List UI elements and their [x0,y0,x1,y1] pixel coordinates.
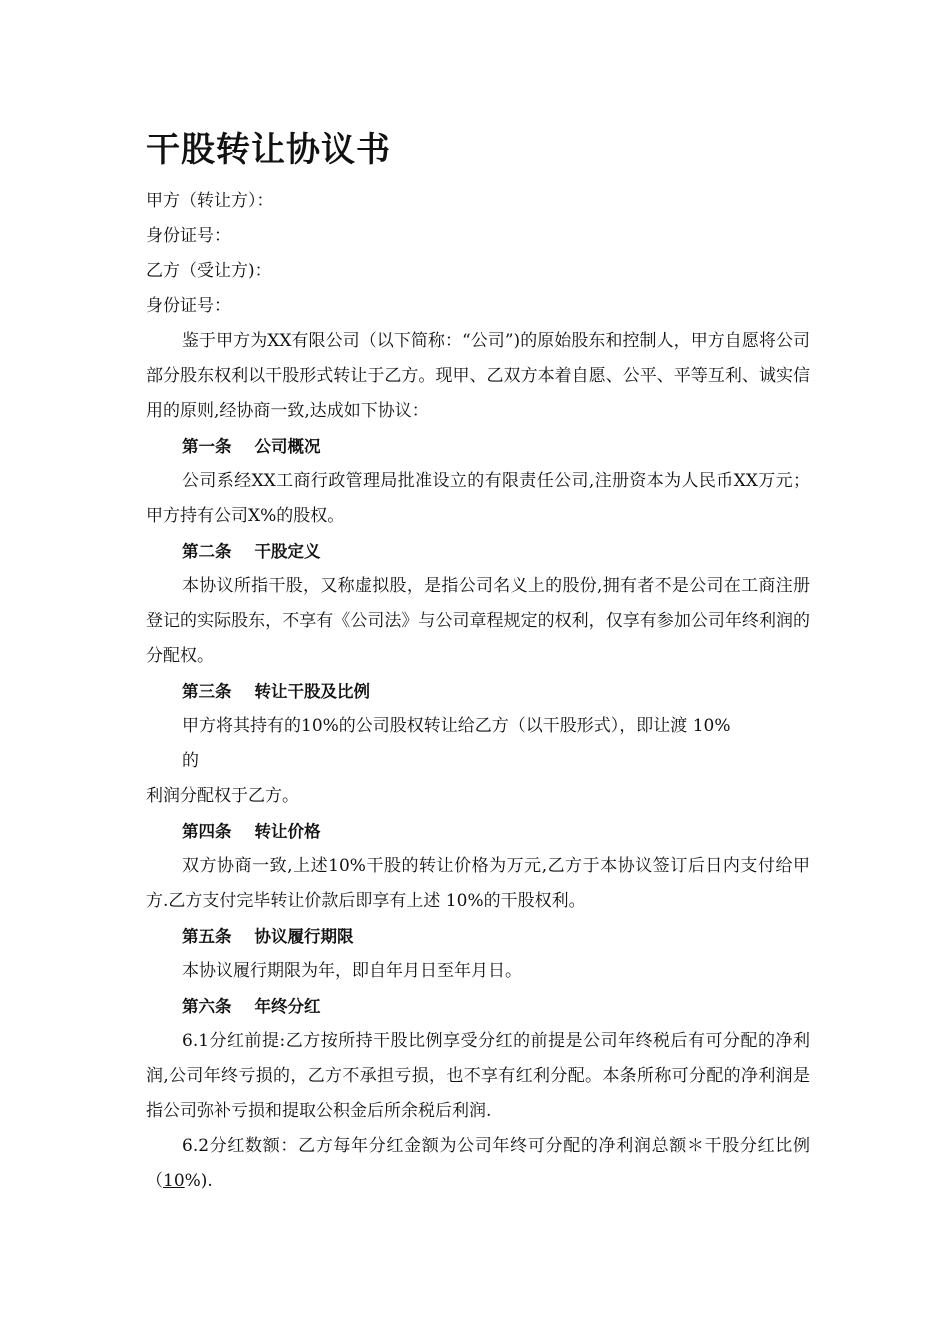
article-4-text: 双方协商一致,上述10%干股的转让价格为万元,乙方于本协议签订后日内支付给甲方.乙方支付完毕转让价款后即享有上述 10%的干股权利。 [146,856,810,911]
article-1-heading: 第一条 公司概况 [182,437,321,456]
article-5-heading: 第五条 协议履行期限 [182,927,354,946]
document-title: 干股转让协议书 [146,130,391,170]
article-6-2-body: 6.2分红数额：乙方每年分红金额为公司年终可分配的净利润总额＊干股分红比例（ [146,1136,810,1191]
article-5-text: 本协议履行期限为年，即自年月日至年月日。 [182,961,522,981]
article-2-heading: 第二条 干股定义 [182,542,321,561]
article-2-text: 本协议所指干股，又称虚拟股，是指公司名义上的股份,拥有者不是公司在工商注册登记的实际股东，不享有《公司法》与公司章程规定的权利，仅享有参加公司年终利润的分配权。 [146,576,810,666]
article-6-2-tail: %). [184,1171,213,1191]
article-4-heading: 第四条 转让价格 [182,822,321,841]
preamble-paragraph: 鉴于甲方为XX有限公司（以下简称：“公司”)的原始股东和控制人，甲方自愿将公司部分股东权利以干股形式转让于乙方。现甲、乙双方本着自愿、公平、平等互利、诚实信用的原则,经协商一致,达成如下协议： [146,331,810,421]
party-b-id-label: 身份证号： [146,296,231,316]
article-6-1-text: 6.1分红前提:乙方按所持干股比例享受分红的前提是公司年终税后有可分配的净利润,公司年终亏损的，乙方不承担亏损，也不享有红利分配。本条所称可分配的净利润是指公司弥补亏损和提取公积金后所余税后利润. [146,1031,810,1121]
article-3-line-2: 的 [182,751,199,771]
article-3-heading: 第三条 转让干股及比例 [182,682,370,701]
article-6-2-text [146,1129,810,1199]
document-page [146,122,810,1199]
article-3-line-1: 甲方将其持有的10%的公司股权转让给乙方（以干股形式），即让渡 10% [182,716,731,736]
party-b-label: 乙方（受让方)： [146,261,272,281]
party-a-id-label: 身份证号： [146,226,231,246]
party-a-label: 甲方（转让方）： [146,191,274,211]
article-1-text: 公司系经XX工商行政管理局批准设立的有限责任公司,注册资本为人民币XX万元；甲方持有公司X%的股权。 [146,471,810,526]
article-6-heading: 第六条 年终分红 [182,997,321,1016]
article-3-line-3: 利润分配权于乙方。 [146,786,299,806]
article-6-2-ratio: 10 [163,1171,185,1191]
